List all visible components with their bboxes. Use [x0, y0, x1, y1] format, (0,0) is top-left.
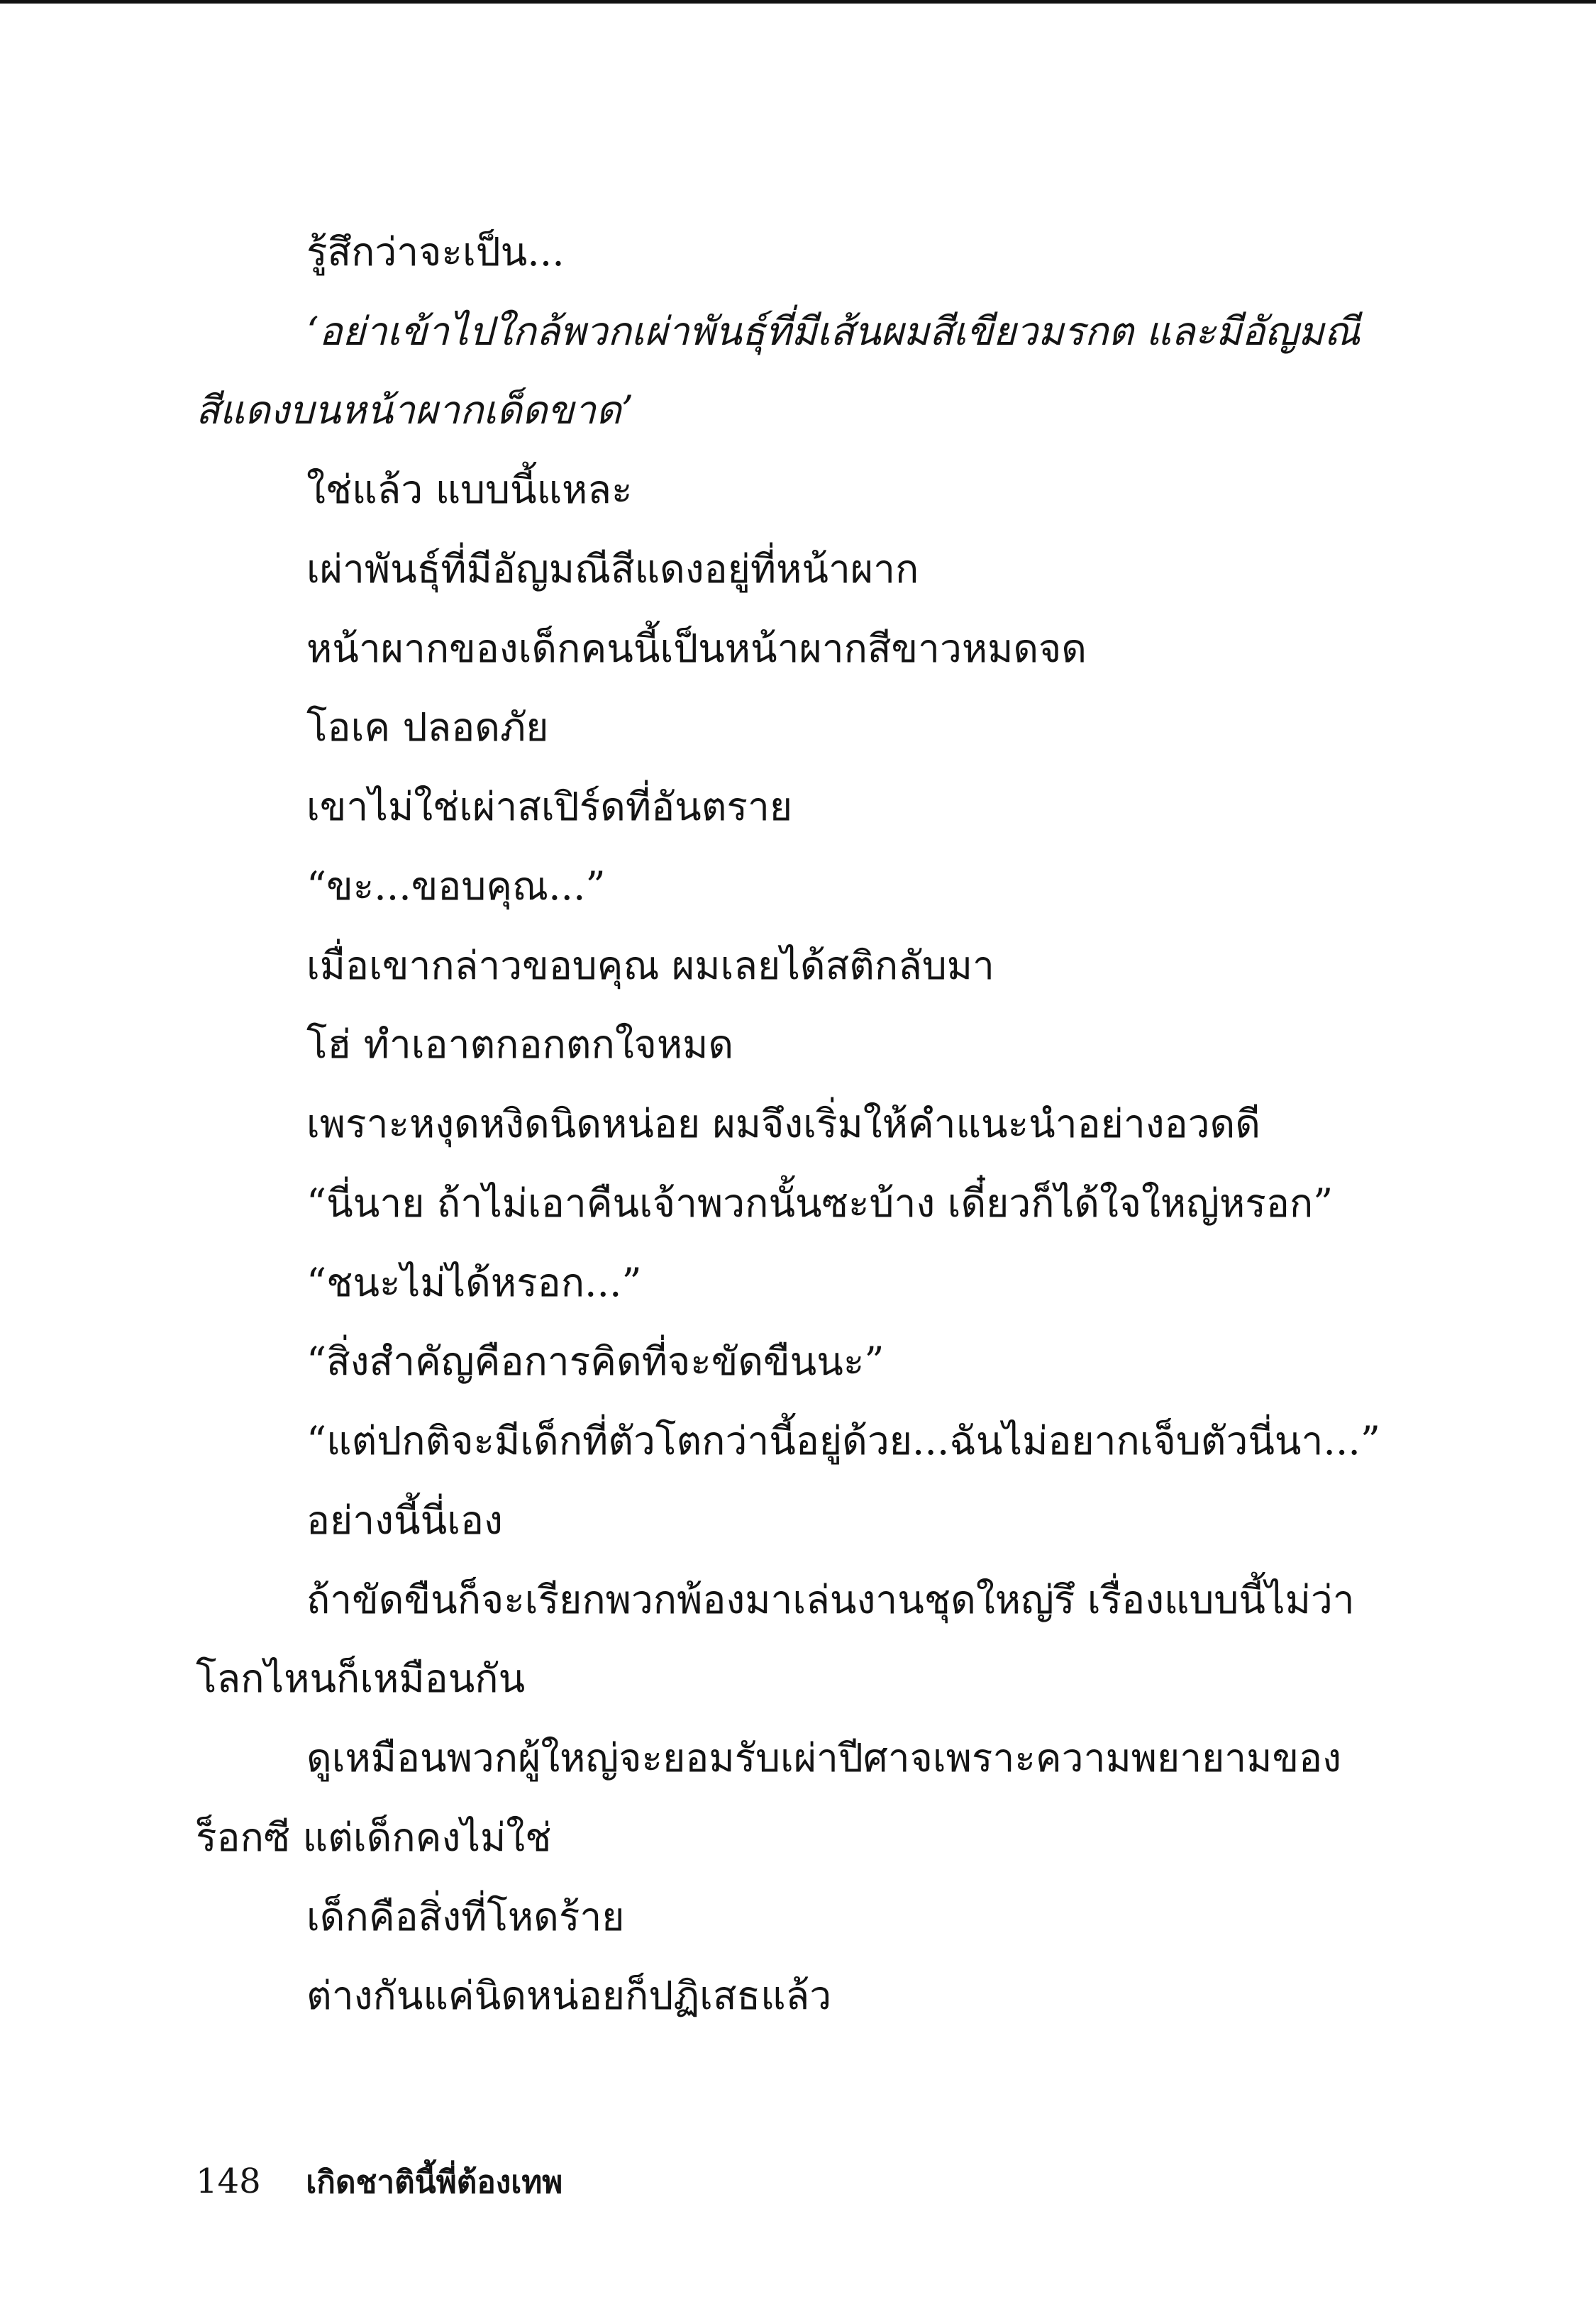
text-line: อย่างนี้นี่เอง [306, 1498, 503, 1543]
page-footer [196, 2153, 563, 2210]
text-line: เมื่อเขากล่าวขอบคุณ ผมเลยได้สติกลับมา [306, 943, 994, 988]
text-line: ดูเหมือนพวกผู้ใหญ่จะยอมรับเผ่าปีศาจเพราะความพยายามของ [306, 1735, 1341, 1781]
book-title: เกิดชาตินี้พี่ต้องเทพ [306, 2164, 563, 2200]
text-line: เด็กคือสิ่งที่โหดร้าย [306, 1894, 625, 1939]
text-line: เพราะหงุดหงิดนิดหน่อย ผมจึงเริ่มให้คำแนะนำอย่างอวดดี [306, 1101, 1260, 1146]
text-line: รู้สึกว่าจะเป็น... [306, 229, 565, 275]
text-line: “แต่ปกติจะมีเด็กที่ตัวโตกว่านี้อยู่ด้วย...ฉันไม่อยากเจ็บตัวนี่นา...” [306, 1418, 1380, 1463]
text-line: โลกไหนก็เหมือนกัน [196, 1656, 526, 1701]
text-line: ถ้าขัดขืนก็จะเรียกพวกพ้องมาเล่นงานชุดใหญ่รึ เรื่องแบบนี้ไม่ว่า [306, 1577, 1355, 1622]
text-line: เผ่าพันธุ์ที่มีอัญมณีสีแดงอยู่ที่หน้าผาก [306, 546, 919, 592]
text-line: “นี่นาย ถ้าไม่เอาคืนเจ้าพวกนั้นซะบ้าง เดี๋ยวก็ได้ใจใหญ่หรอก” [306, 1180, 1334, 1226]
text-line: ร็อกซี แต่เด็กคงไม่ใช่ [196, 1815, 552, 1860]
text-line: “ชนะไม่ได้หรอก...” [306, 1260, 642, 1305]
text-line: ต่างกันแค่นิดหน่อยก็ปฏิเสธแล้ว [306, 1973, 832, 2018]
page-number: 148 [196, 2161, 261, 2201]
text-line-italic: ‘อย่าเข้าไปใกล้พวกเผ่าพันธุ์ที่มีเส้นผมสีเขียวมรกต และมีอัญมณี [306, 309, 1361, 354]
text-line-italic: สีแดงบนหน้าผากเด็ดขาด’ [196, 387, 634, 433]
text-line: ใช่แล้ว แบบนี้แหละ [306, 467, 633, 512]
text-line: โอเค ปลอดภัย [306, 704, 549, 750]
text-line: โฮ่ ทำเอาตกอกตกใจหมด [306, 1022, 734, 1067]
text-line: เขาไม่ใช่เผ่าสเปิร์ดที่อันตราย [306, 784, 793, 829]
text-line: หน้าผากของเด็กคนนี้เป็นหน้าผากสีขาวหมดจด [306, 626, 1087, 671]
text-line: “สิ่งสำคัญคือการคิดที่จะขัดขืนนะ” [306, 1339, 885, 1384]
text-line: “ขะ...ขอบคุณ...” [306, 863, 606, 909]
